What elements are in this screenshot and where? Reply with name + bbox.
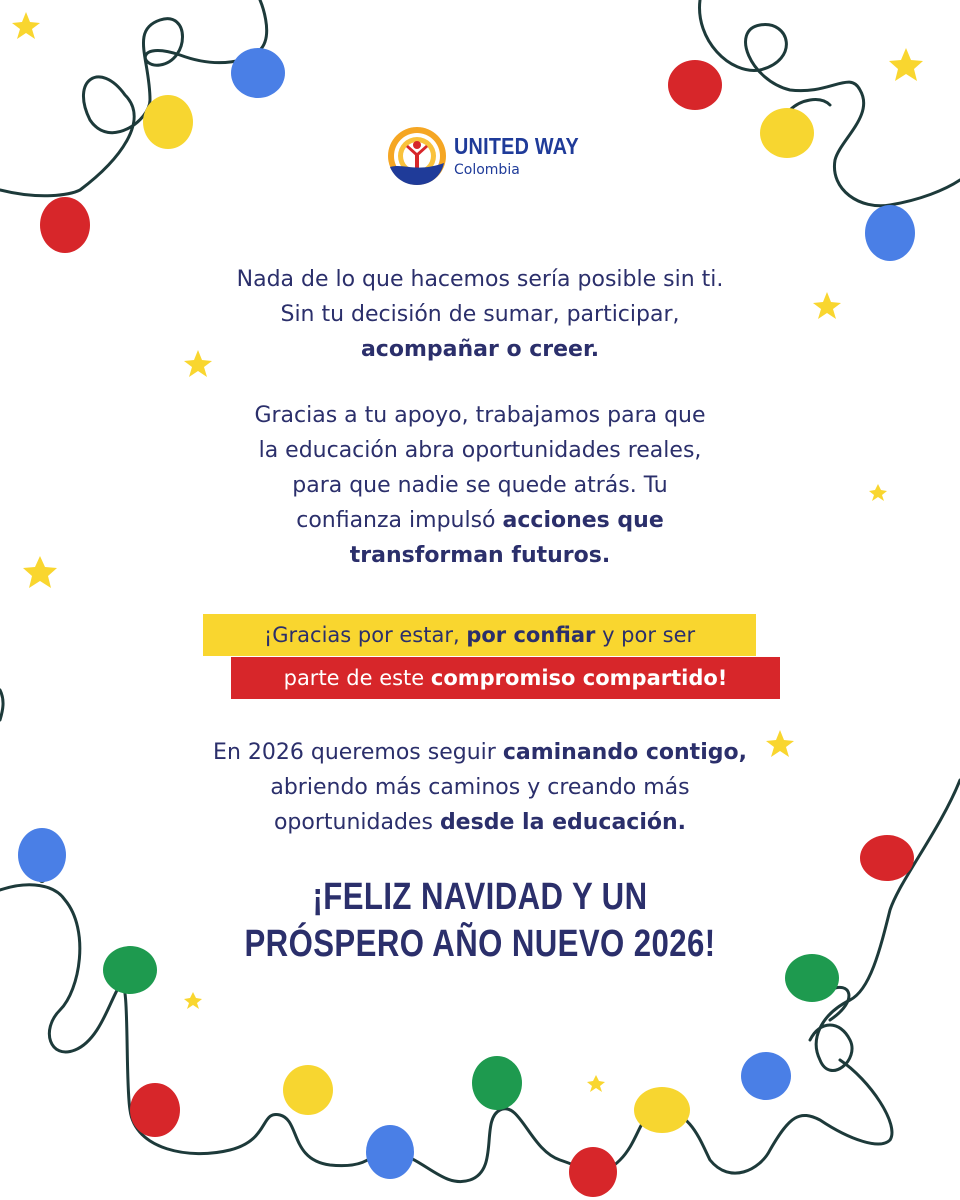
p2-line4-bold: acciones que — [502, 508, 664, 533]
p3-line3-start: oportunidades — [273, 810, 440, 835]
brand-name: UNITED WAY — [454, 133, 579, 159]
hl-line2-start: parte de este — [283, 666, 431, 690]
p3-line2: abriendo más caminos y creando más — [270, 775, 690, 800]
greeting-line2: PRÓSPERO AÑO NUEVO 2026! — [244, 923, 716, 965]
p1-line1: Nada de lo que hacemos sería posible sin ti. — [236, 267, 724, 292]
united-way-logo — [386, 125, 586, 195]
p2-line5: transforman futuros. — [349, 543, 611, 568]
p2-line4-start: confianza impulsó — [296, 508, 503, 533]
highlight-band-yellow — [203, 614, 756, 656]
holiday-greeting — [86, 874, 873, 968]
paragraph-future — [0, 735, 960, 840]
p3-line1-bold: caminando contigo, — [502, 740, 747, 765]
hl-line1-end: y por ser — [595, 623, 696, 647]
p1-line2: Sin tu decisión de sumar, participar, — [280, 302, 680, 327]
greeting-line1: ¡FELIZ NAVIDAD Y UN — [312, 876, 648, 918]
p1-line3: acompañar o creer. — [360, 337, 600, 362]
brand-subtitle: Colombia — [454, 162, 520, 178]
p2-line2: la educación abra oportunidades reales, — [258, 438, 702, 463]
paragraph-gratitude — [0, 262, 960, 367]
p2-line1: Gracias a tu apoyo, trabajamos para que — [254, 403, 706, 428]
p3-line3-bold: desde la educación. — [439, 810, 687, 835]
hl-line1-start: ¡Gracias por estar, — [263, 623, 467, 647]
hl-line1-bold: por confiar — [466, 623, 596, 647]
p2-line3: para que nadie se quede atrás. Tu — [292, 473, 668, 498]
highlight-band-red — [231, 657, 780, 699]
paragraph-support — [0, 398, 960, 573]
united-way-emblem-icon — [386, 125, 448, 187]
p3-line1-start: En 2026 queremos seguir — [213, 740, 503, 765]
hl-line2-bold: compromiso compartido! — [430, 666, 728, 690]
